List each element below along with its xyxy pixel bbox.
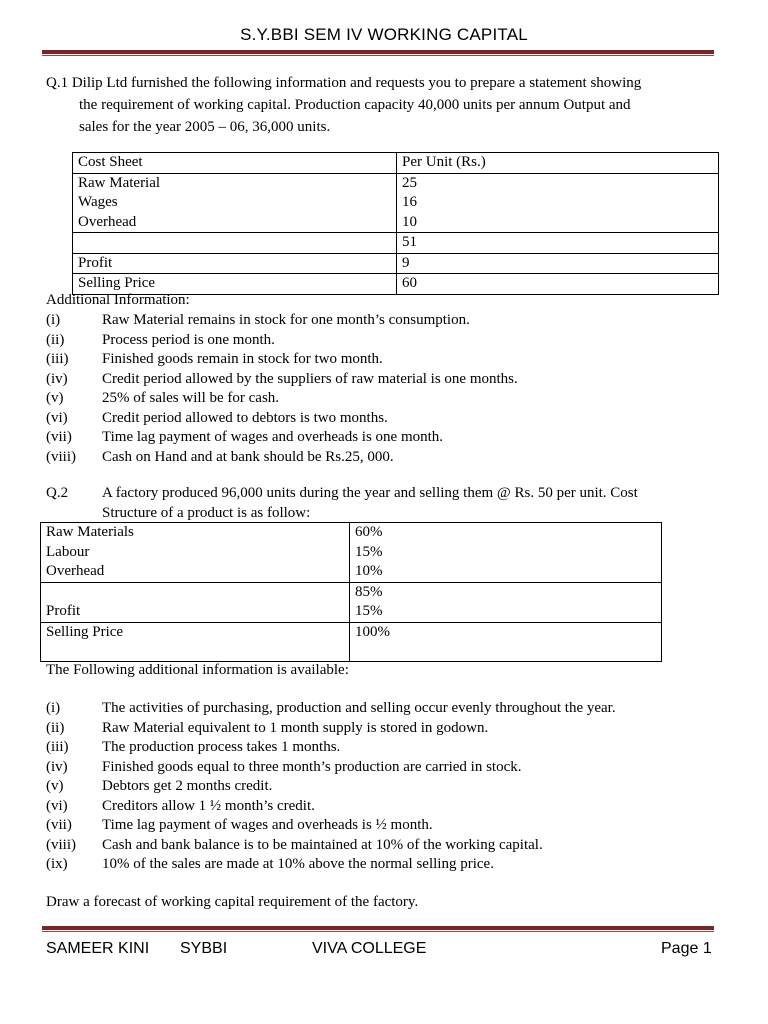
q2-cost-table bbox=[40, 522, 662, 662]
footer-college: VIVA COLLEGE bbox=[312, 940, 427, 957]
q2-info-list bbox=[46, 699, 616, 875]
q1-intro-line3: sales for the year 2005 – 06, 36,000 units. bbox=[79, 119, 331, 135]
list-item-text: Process period is one month. bbox=[102, 331, 275, 348]
list-item-number: (vii) bbox=[46, 817, 72, 833]
list-item-text: The activities of purchasing, production and selling occur evenly throughout the year. bbox=[102, 700, 616, 716]
list-item-number: (ii) bbox=[46, 331, 65, 348]
list-item-number: (ix) bbox=[46, 856, 68, 872]
footer-rule-thick bbox=[42, 926, 714, 930]
table-cell: 10% bbox=[350, 562, 662, 582]
q2-intro-line1: A factory produced 96,000 units during the year and selling them @ Rs. 50 per unit. Cost bbox=[102, 485, 638, 501]
table-header-row bbox=[73, 153, 719, 174]
list-item-text: Credit period allowed by the suppliers of raw material is one months. bbox=[102, 370, 518, 387]
q1-intro-line1: Q.1 Dilip Ltd furnished the following information and requests you to prepare a statement showing bbox=[46, 75, 642, 91]
q2-label: Q.2 bbox=[46, 485, 69, 501]
table-row bbox=[73, 233, 719, 254]
table-cell bbox=[41, 582, 350, 602]
list-item-number: (vi) bbox=[46, 797, 68, 814]
list-item bbox=[46, 855, 616, 875]
list-item-text: Credit period allowed to debtors is two months. bbox=[102, 409, 388, 426]
table-row bbox=[41, 622, 662, 661]
list-item-text: Time lag payment of wages and overheads is one month. bbox=[102, 429, 444, 445]
list-item-number: (iv) bbox=[46, 758, 68, 775]
list-item bbox=[46, 448, 518, 468]
table-cell: 25 bbox=[397, 173, 719, 193]
list-item-text: Cash on Hand and at bank should be Rs.25, 000. bbox=[102, 448, 394, 465]
table-cell: Per Unit (Rs.) bbox=[397, 153, 719, 174]
table-row bbox=[73, 193, 719, 213]
table-cell: 100% bbox=[350, 622, 662, 661]
table-cell: Raw Materials bbox=[41, 523, 350, 543]
list-item bbox=[46, 350, 518, 370]
list-item-text: Time lag payment of wages and overheads is ½ month. bbox=[102, 817, 433, 833]
q2-additional-title: The Following additional information is available: bbox=[46, 662, 349, 678]
list-item-number: (vi) bbox=[46, 409, 68, 426]
table-row bbox=[41, 543, 662, 563]
list-item bbox=[46, 389, 518, 409]
list-item-number: (ii) bbox=[46, 719, 65, 736]
table-cell: 85% bbox=[350, 582, 662, 602]
table-cell: Selling Price bbox=[73, 274, 397, 295]
table-row bbox=[73, 173, 719, 193]
table-row bbox=[41, 602, 662, 622]
list-item-text: Cash and bank balance is to be maintained at 10% of the working capital. bbox=[102, 836, 543, 853]
q2-closing: Draw a forecast of working capital requirement of the factory. bbox=[46, 894, 419, 910]
table-row bbox=[41, 582, 662, 602]
table-cell: Overhead bbox=[41, 562, 350, 582]
table-cell: 16 bbox=[397, 193, 719, 213]
q2-intro-line2-row bbox=[46, 504, 638, 524]
table-row bbox=[73, 213, 719, 233]
page-title: S.Y.BBI SEM IV WORKING CAPITAL bbox=[240, 25, 528, 44]
table-cell: Labour bbox=[41, 543, 350, 563]
footer-class: SYBBI bbox=[180, 940, 228, 957]
q1-info-list bbox=[46, 311, 518, 467]
list-item-text: 25% of sales will be for cash. bbox=[102, 390, 280, 406]
footer-rule-thin bbox=[42, 931, 714, 932]
table-cell: Profit bbox=[41, 602, 350, 622]
table-row bbox=[41, 562, 662, 582]
q2-intro-spacer bbox=[46, 504, 102, 524]
footer-page-number: Page 1 bbox=[661, 940, 712, 957]
list-item bbox=[46, 777, 616, 797]
footer-author: SAMEER KINI bbox=[46, 940, 150, 957]
table-cell: 60 bbox=[397, 274, 719, 295]
table-cell bbox=[73, 233, 397, 254]
list-item bbox=[46, 409, 518, 429]
q2-intro-line2: Structure of a product is as follow: bbox=[102, 504, 311, 521]
list-item bbox=[46, 836, 616, 856]
list-item-text: Raw Material remains in stock for one month’s consumption. bbox=[102, 312, 470, 328]
list-item-number: (vii) bbox=[46, 429, 72, 445]
list-item-number: (iii) bbox=[46, 351, 69, 367]
table-cell: Profit bbox=[73, 253, 397, 274]
list-item-text: The production process takes 1 months. bbox=[102, 739, 341, 755]
table-cell: 15% bbox=[350, 543, 662, 563]
table-cell: Raw Material bbox=[73, 173, 397, 193]
list-item bbox=[46, 738, 616, 758]
list-item bbox=[46, 719, 616, 739]
table-row bbox=[41, 523, 662, 543]
q2-intro bbox=[46, 484, 638, 523]
list-item bbox=[46, 816, 616, 836]
list-item bbox=[46, 699, 616, 719]
list-item-text: Finished goods equal to three month’s production are carried in stock. bbox=[102, 758, 522, 775]
table-cell: Selling Price bbox=[41, 622, 350, 661]
table-cell: 15% bbox=[350, 602, 662, 622]
table-row bbox=[73, 253, 719, 274]
list-item-number: (iv) bbox=[46, 370, 68, 387]
list-item-number: (viii) bbox=[46, 836, 76, 853]
list-item-text: 10% of the sales are made at 10% above the normal selling price. bbox=[102, 856, 494, 872]
header-rule-thick bbox=[42, 50, 714, 54]
list-item-text: Debtors get 2 months credit. bbox=[102, 778, 273, 794]
list-item bbox=[46, 370, 518, 390]
table-cell: 60% bbox=[350, 523, 662, 543]
list-item bbox=[46, 311, 518, 331]
q2-intro-line1-row bbox=[46, 484, 638, 504]
table-cell: Cost Sheet bbox=[73, 153, 397, 174]
list-item-number: (i) bbox=[46, 700, 61, 716]
list-item-number: (viii) bbox=[46, 448, 76, 465]
list-item bbox=[46, 428, 518, 448]
table-cell: Overhead bbox=[73, 213, 397, 233]
list-item-text: Creditors allow 1 ½ month’s credit. bbox=[102, 797, 315, 814]
table-cell: 9 bbox=[397, 253, 719, 274]
list-item bbox=[46, 797, 616, 817]
list-item-number: (i) bbox=[46, 312, 61, 328]
list-item-text: Finished goods remain in stock for two month. bbox=[102, 351, 383, 367]
q1-intro bbox=[46, 72, 714, 138]
list-item-text: Raw Material equivalent to 1 month supply is stored in godown. bbox=[102, 719, 489, 736]
list-item-number: (iii) bbox=[46, 739, 69, 755]
table-cell: Wages bbox=[73, 193, 397, 213]
q1-intro-line2: the requirement of working capital. Production capacity 40,000 units per annum Output and bbox=[79, 97, 631, 113]
list-item bbox=[46, 758, 616, 778]
list-item-number: (v) bbox=[46, 390, 64, 406]
list-item bbox=[46, 331, 518, 351]
q1-additional-title: Additional Information: bbox=[46, 292, 190, 308]
table-cell: 10 bbox=[397, 213, 719, 233]
list-item-number: (v) bbox=[46, 778, 64, 794]
header-rule-thin bbox=[42, 55, 714, 56]
q1-cost-table bbox=[72, 152, 719, 295]
table-cell: 51 bbox=[397, 233, 719, 254]
